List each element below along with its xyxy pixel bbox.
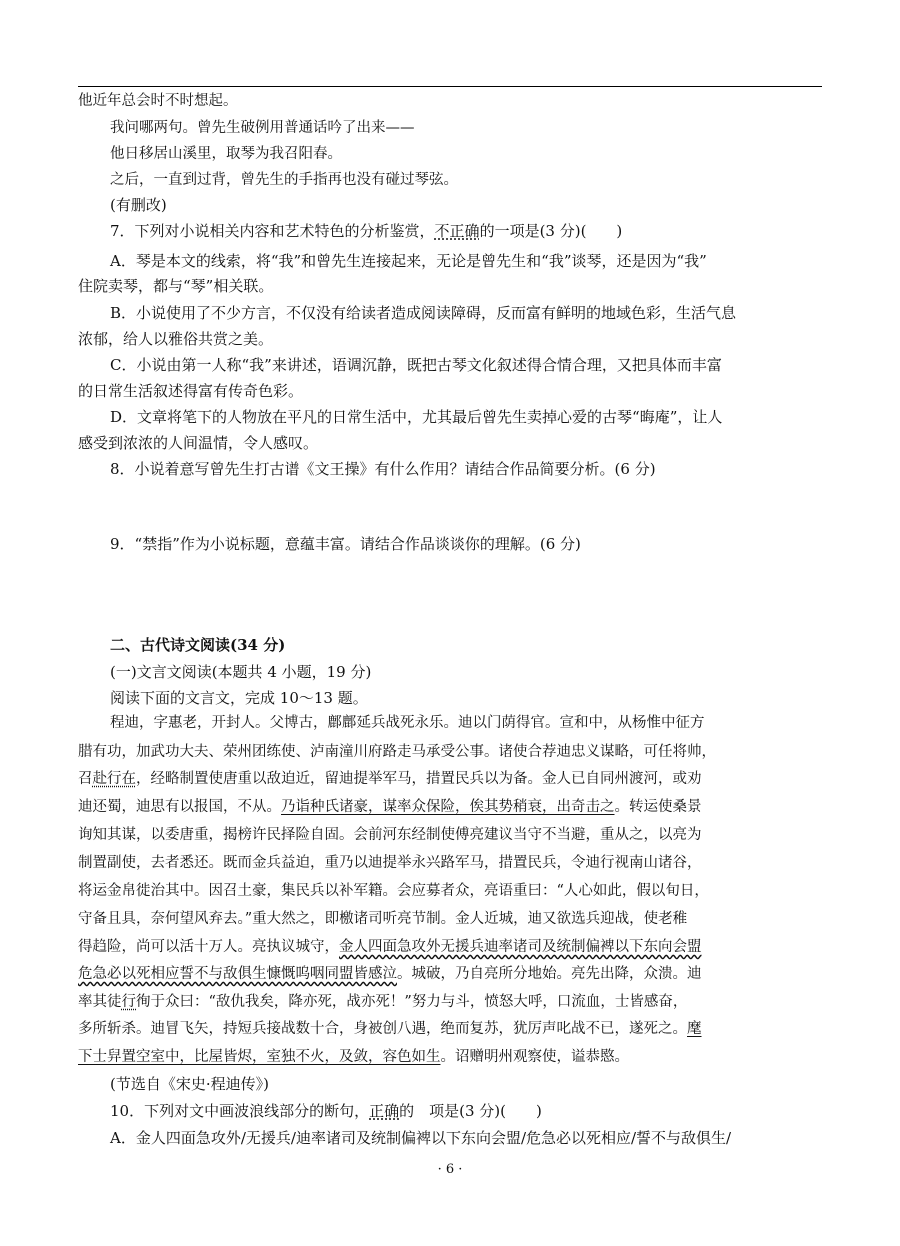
- q7-stem-text: 7．下列对小说相关内容和艺术特色的分析鉴赏，: [110, 222, 435, 240]
- passage-line: 守备且具，奈何望风弃去。”重大然之，即檄诸司听亮节制。金人近城，迪又欲选兵迎战，使老稚: [78, 911, 688, 927]
- passage-text: 徇于众曰：“敌仇我矣，降亦死，战亦死！”努力与斗，愤怒大呼，口流血，士皆感奋，: [136, 994, 688, 1010]
- story-line: 他日移居山溪里，取琴为我召阳春。: [110, 146, 342, 162]
- section-2-title: 二、古代诗文阅读(34 分): [110, 636, 286, 654]
- story-source: (有删改): [110, 196, 167, 214]
- q7-option-a: A．琴是本文的线索，将“我”和曾先生连接起来，无论是曾先生和“我”谈琴，还是因为“我”: [110, 252, 707, 270]
- passage-dotted: 行: [121, 994, 136, 1010]
- passage-line: [78, 936, 822, 958]
- q10-emphasis: 正确: [369, 1102, 400, 1120]
- passage-dotted: 赴行在: [92, 771, 136, 787]
- passage-line: 将运金帛徙治其中。因召土豪，集民兵以补军籍。会应募者众，亮语重曰：“人心如此，假以旬日，: [78, 883, 709, 899]
- passage-line: [78, 768, 822, 790]
- passage-source: (节选自《宋史·程迪传》): [110, 1075, 269, 1093]
- passage-text: 。转运使桑景: [614, 799, 702, 815]
- passage-underlined: 麾: [687, 1021, 702, 1037]
- q7-option-c-cont: 的日常生活叙述得富有传奇色彩。: [78, 382, 304, 400]
- q10-option-a: A．金人四面急攻外/无援兵/迪率诸司及统制偏裨以下东向会盟/危急必以死相应/誓不与敌俱生/: [110, 1129, 732, 1147]
- passage-line: 制置副使，去者悉还。既而金兵益迫，重乃以迪提举永兴路军马，措置民兵，令迪行视南山诸谷，: [78, 855, 702, 871]
- passage-line: [78, 1018, 822, 1040]
- page-number: · 6 ·: [437, 1162, 463, 1177]
- q7-option-b-cont: 浓郁，给人以雅俗共赏之美。: [78, 330, 274, 348]
- passage-text: 率其徒: [78, 994, 122, 1010]
- passage-line: 腊有功，加武功大夫、荣州团练使、泸南潼川府路走马承受公事。诸使合荐迪忠义谋略，可任将帅，: [78, 744, 716, 760]
- passage-wavy: 金人四面急攻外无援兵迪率诸司及统制偏裨以下东向会盟: [339, 939, 702, 955]
- question-10-stem: [110, 1100, 822, 1122]
- passage-line: 程迪，字惠老，开封人。父博古，鄜鄜延兵战死永乐。迪以门荫得官。宣和中，从杨惟中征方: [110, 715, 705, 731]
- q10-stem-text: 10．下列对文中画波浪线部分的断句，: [110, 1102, 370, 1120]
- passage-wavy: 危急必以死相应誓不与敌俱生慷慨呜咽同盟皆感泣: [78, 966, 397, 982]
- passage-line: 询知其谋，以委唐重，揭榜许民择险自固。会前河东经制使傅亮建议当守不当避，重从之，以亮为: [78, 827, 702, 843]
- section-2-subtitle: (一)文言文阅读(本题共 4 小题，19 分): [110, 663, 372, 681]
- story-line: 他近年总会时不时想起。: [78, 93, 238, 109]
- passage-text: 多所斩杀。迪冒飞矢，持短兵接战数十合，身被创八遇，绝而复苏，犹厉声叱战不已，遂死之。: [78, 1021, 687, 1037]
- q7-emphasis: 不正确: [434, 222, 480, 240]
- passage-line: [78, 991, 822, 1013]
- q7-option-d: D．文章将笔下的人物放在平凡的日常生活中，尤其最后曾先生卖掉心爱的古琴“晦庵”，让人: [110, 408, 723, 426]
- q7-option-c: C．小说由第一人称“我”来讲述，语调沉静，既把古琴文化叙述得合情合理，又把具体而丰富: [110, 356, 722, 374]
- section-2-instruction: 阅读下面的文言文，完成 10～13 题。: [110, 689, 368, 707]
- passage-text: 迪还蜀，迪思有以报国，不从。: [78, 799, 281, 815]
- passage-underlined: 乃诣种氏诸豪，谋率众保险，俟其势稍衰，出奇击之: [281, 799, 615, 815]
- passage-underlined: 下士舁置空室中，比屋皆烬，室独不火，及敛，容色如生: [78, 1049, 441, 1065]
- passage-text: 。诏赠明州观察使，谥恭愍。: [440, 1049, 629, 1065]
- story-line: 之后，一直到过背，曾先生的手指再也没有碰过琴弦。: [110, 172, 458, 188]
- passage-line: [78, 963, 822, 985]
- passage-text: 召: [78, 771, 93, 787]
- q7-option-a-cont: 住院卖琴，都与“琴”相关联。: [78, 277, 274, 295]
- passage-line: [78, 1046, 822, 1068]
- question-7-stem: [110, 220, 822, 242]
- q7-stem-tail: 的一项是(3 分)( ): [479, 222, 623, 240]
- passage-text: 得趋险，尚可以活十万人。亮执议城守，: [78, 939, 339, 955]
- q7-option-d-cont: 感受到浓浓的人间温情，令人感叹。: [78, 434, 319, 452]
- passage-text: 。城破，乃自亮所分地始。亮先出降，众溃。迪: [397, 966, 702, 982]
- header-rule: [78, 86, 822, 87]
- story-line: 我问哪两句。曾先生破例用普通话吟了出来——: [110, 120, 415, 136]
- passage-line: [78, 796, 822, 818]
- question-8: 8．小说着意写曾先生打古谱《文王操》有什么作用？请结合作品简要分析。(6 分): [110, 460, 656, 478]
- passage-text: ，经略制置使唐重以敌迫近，留迪提举军马，措置民兵以为备。金人已自同州渡河，或劝: [136, 771, 702, 787]
- q10-stem-tail: 的 项是(3 分)( ): [399, 1102, 542, 1120]
- q7-option-b: B．小说使用了不少方言，不仅没有给读者造成阅读障碍，反而富有鲜明的地域色彩，生活气息: [110, 304, 737, 322]
- question-9: 9．“禁指”作为小说标题，意蕴丰富。请结合作品谈谈你的理解。(6 分): [110, 535, 581, 553]
